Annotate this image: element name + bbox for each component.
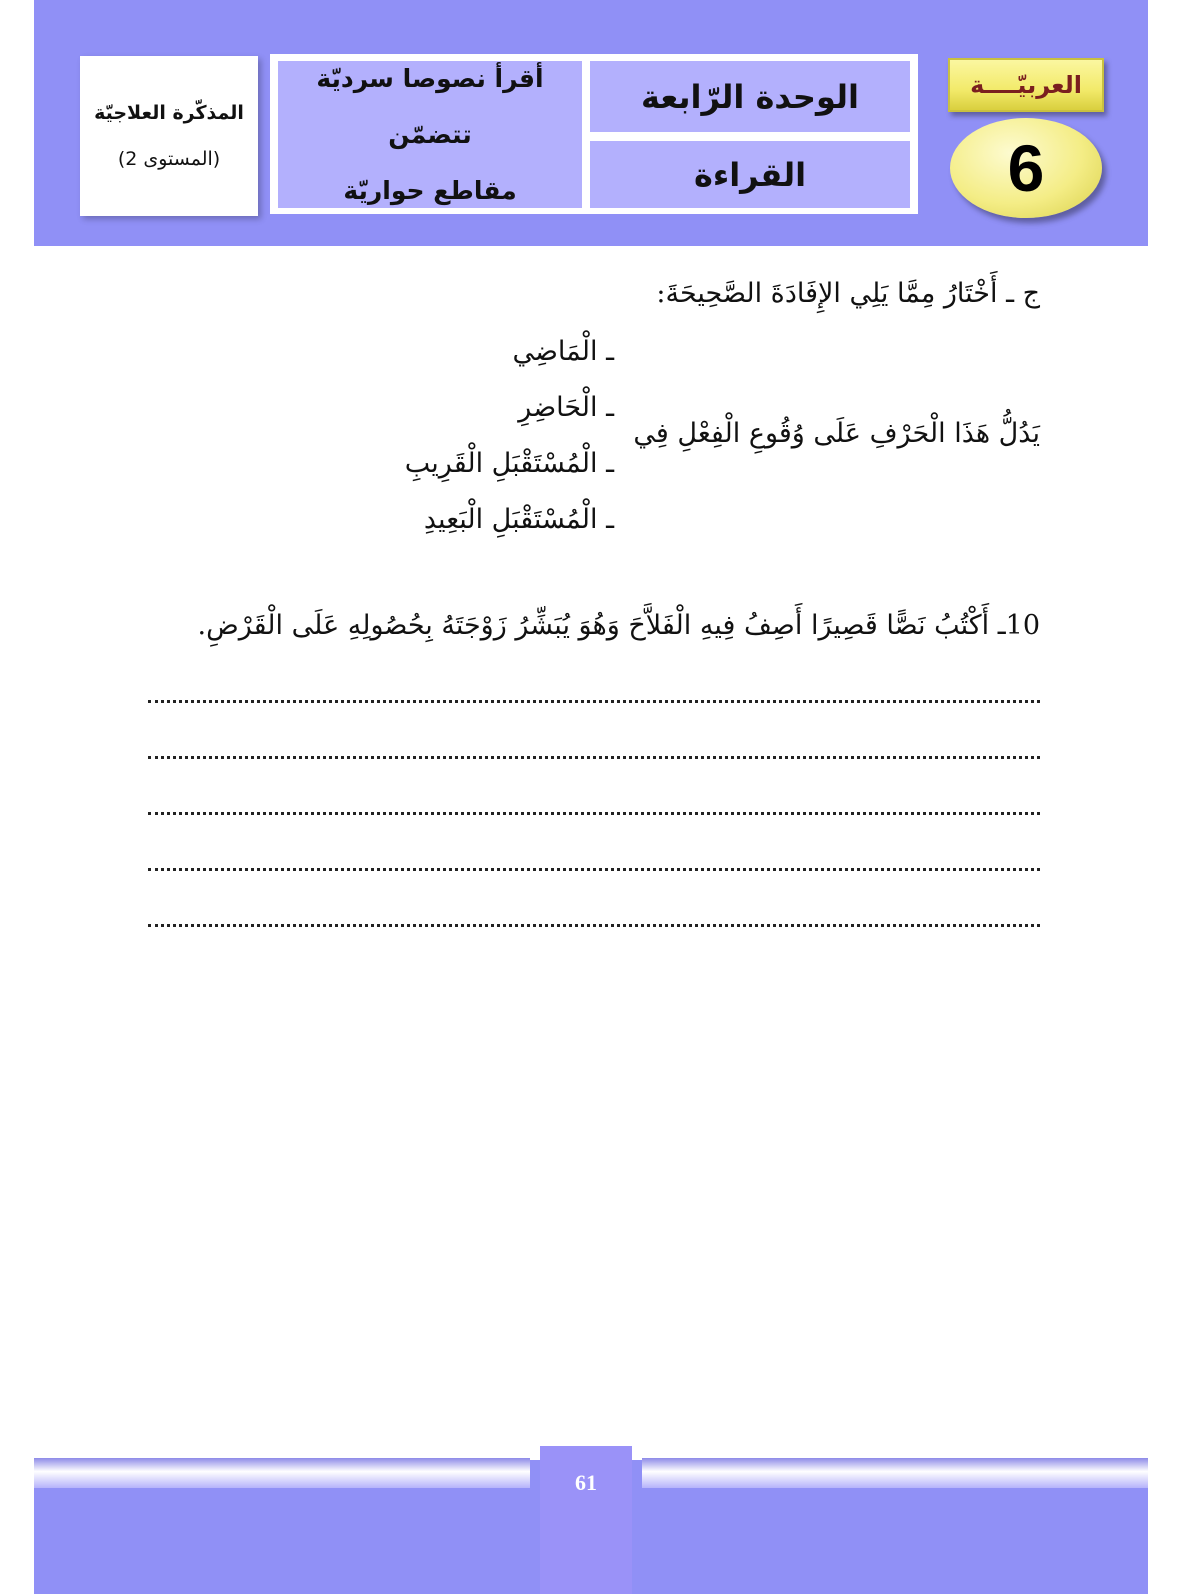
answer-line-4[interactable] [148,868,1040,871]
option-present[interactable]: ـ الْحَاضِرِ [518,392,614,423]
domain-title: القراءة [590,141,910,208]
question-c-instruction: ج ـ أَخْتَارُ مِمَّا يَلِي الإِفَادَةَ الصَّحِيحَةَ: [656,278,1040,309]
answer-line-3[interactable] [148,812,1040,815]
question-10-text: 10ـ أَكْتُبُ نَصًّا قَصِيرًا أَصِفُ فِيهِ الْفَلاَّحَ وَهُوَ يُبَشِّرُ زَوْجَتَهُ بِحُصُولِهِ عَلَى الْقَرْضِ. [197,610,1040,641]
option-far-future[interactable]: ـ الْمُسْتَقْبَلِ الْبَعِيدِ [423,504,614,535]
question-c-stem: يَدُلُّ هَذَا الْحَرْفِ عَلَى وُقُوعِ الْفِعْلِ فِي [633,418,1040,449]
unit-title: الوحدة الرّابعة [590,61,910,132]
answer-line-1[interactable] [148,700,1040,703]
objective-line-1: أقرأ نصوصا سرديّة تتضمّن [316,63,544,149]
option-near-future[interactable]: ـ الْمُسْتَقْبَلِ الْقَرِيبِ [404,448,614,479]
subject-label: العربيّــــة [948,58,1104,112]
remedial-note-card [80,56,258,216]
footer-stripe-right [642,1458,1148,1488]
page-number: 61 [575,1470,597,1495]
page-number-tab [540,1446,632,1594]
footer-stripe-left [34,1458,530,1488]
answer-line-5[interactable] [148,924,1040,927]
grade-badge: 6 [950,118,1102,218]
note-level: (المستوى 2) [117,148,221,170]
objective-line-2: مقاطع حواريّة [343,175,517,205]
option-past[interactable]: ـ الْمَاضِي [512,336,614,367]
answer-line-2[interactable] [148,756,1040,759]
note-title: المذكّرة العلاجيّة [94,102,244,124]
objective-text [278,61,582,208]
